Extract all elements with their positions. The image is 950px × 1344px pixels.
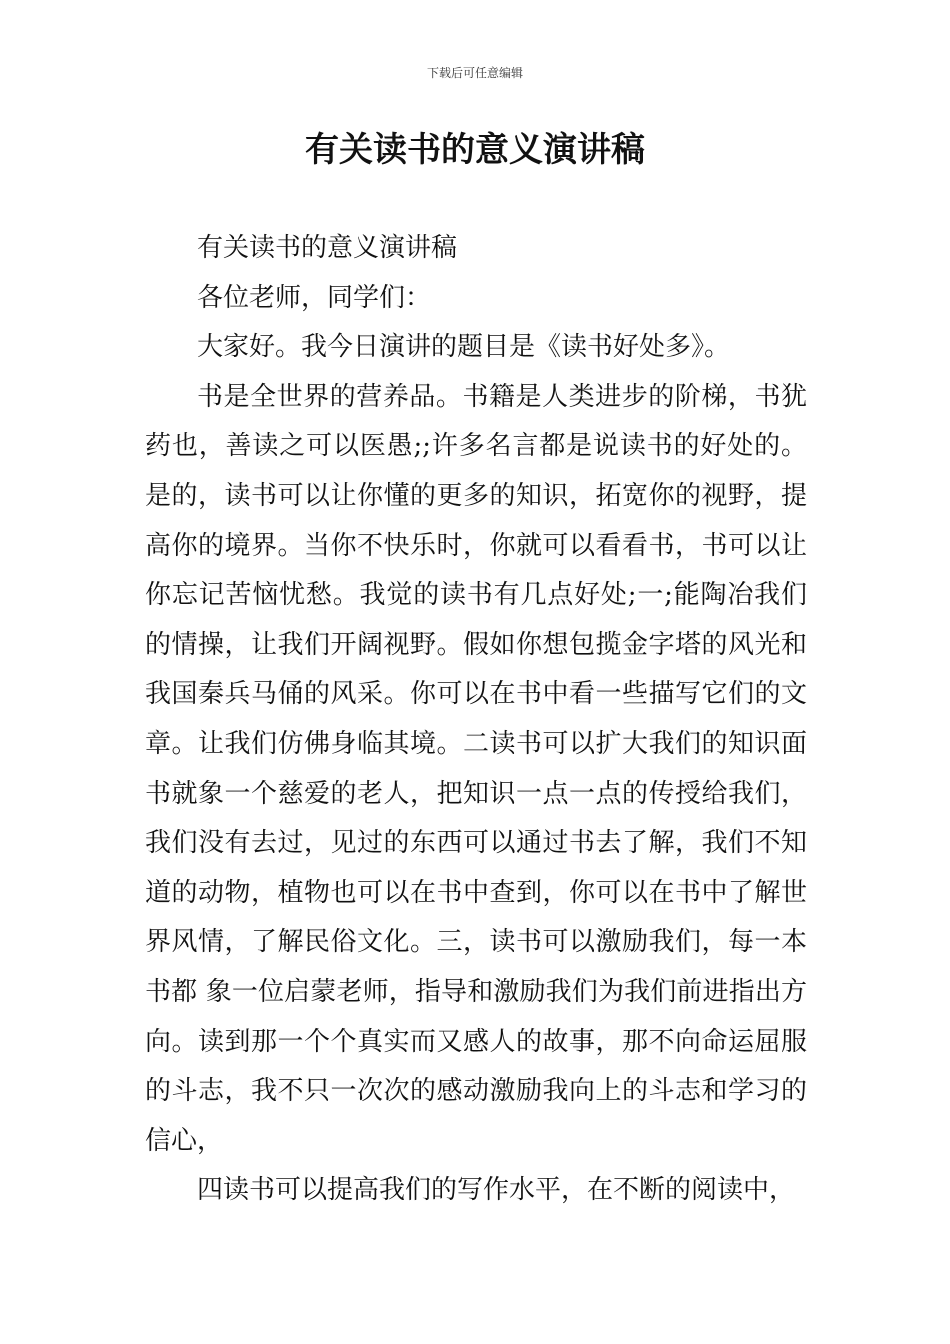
paragraph-heading <box>145 224 807 274</box>
text-line: 信心， <box>145 1125 224 1156</box>
paragraph-salutation <box>145 274 807 324</box>
text-line: 向。读到那一个个真实而又感人的故事，那不向命运屈服 <box>145 1026 807 1057</box>
text-line: 是的，读书可以让你懂的更多的知识，拓宽你的视野，提 <box>145 480 807 511</box>
text-line: 道的动物，植物也可以在书中查到，你可以在书中了解世 <box>145 877 807 908</box>
document-title: 有关读书的意义演讲稿 <box>305 130 645 170</box>
paragraph-main <box>145 373 807 1167</box>
text-line: 界风情，了解民俗文化。三，读书可以激励我们，每一本 <box>145 927 807 958</box>
text-line: 四读书可以提高我们的写作水平，在不断的阅读中， <box>197 1175 796 1206</box>
text-line: 书就象一个慈爱的老人，把知识一点一点的传授给我们， <box>145 778 807 809</box>
paragraph-greeting <box>145 323 807 373</box>
text-line: 的情操，让我们开阔视野。假如你想包揽金字塔的风光和 <box>145 629 807 660</box>
text-line: 大家好。我今日演讲的题目是《读书好处多》。 <box>197 332 731 363</box>
text-line: 你忘记苦恼忧愁。我觉的读书有几点好处;一;能陶冶我们 <box>145 580 807 611</box>
text-line: 书是全世界的营养品。书籍是人类进步的阶梯，书犹 <box>197 381 807 412</box>
text-line: 的斗志，我不只一次次的感动激励我向上的斗志和学习的 <box>145 1076 807 1107</box>
text-line: 书都 象一位启蒙老师，指导和激励我们为我们前进指出方 <box>145 976 807 1007</box>
text-line: 药也，善读之可以医愚;;许多名言都是说读书的好处的。 <box>145 431 807 462</box>
text-line: 章。让我们仿佛身临其境。二读书可以扩大我们的知识面 <box>145 728 807 759</box>
paragraph-fourth-point <box>145 1166 807 1216</box>
text-line: 高你的境界。当你不快乐时，你就可以看看书，书可以让 <box>145 530 807 561</box>
document-body <box>145 224 807 1216</box>
text-line: 各位老师，同学们： <box>197 282 432 313</box>
header-note: 下载后可任意编辑 <box>426 66 523 80</box>
text-line: 有关读书的意义演讲稿 <box>197 233 458 263</box>
text-line: 我们没有去过，见过的东西可以通过书去了解，我们不知 <box>145 828 807 859</box>
text-line: 我国秦兵马俑的风采。你可以在书中看一些描写它们的文 <box>145 679 807 710</box>
